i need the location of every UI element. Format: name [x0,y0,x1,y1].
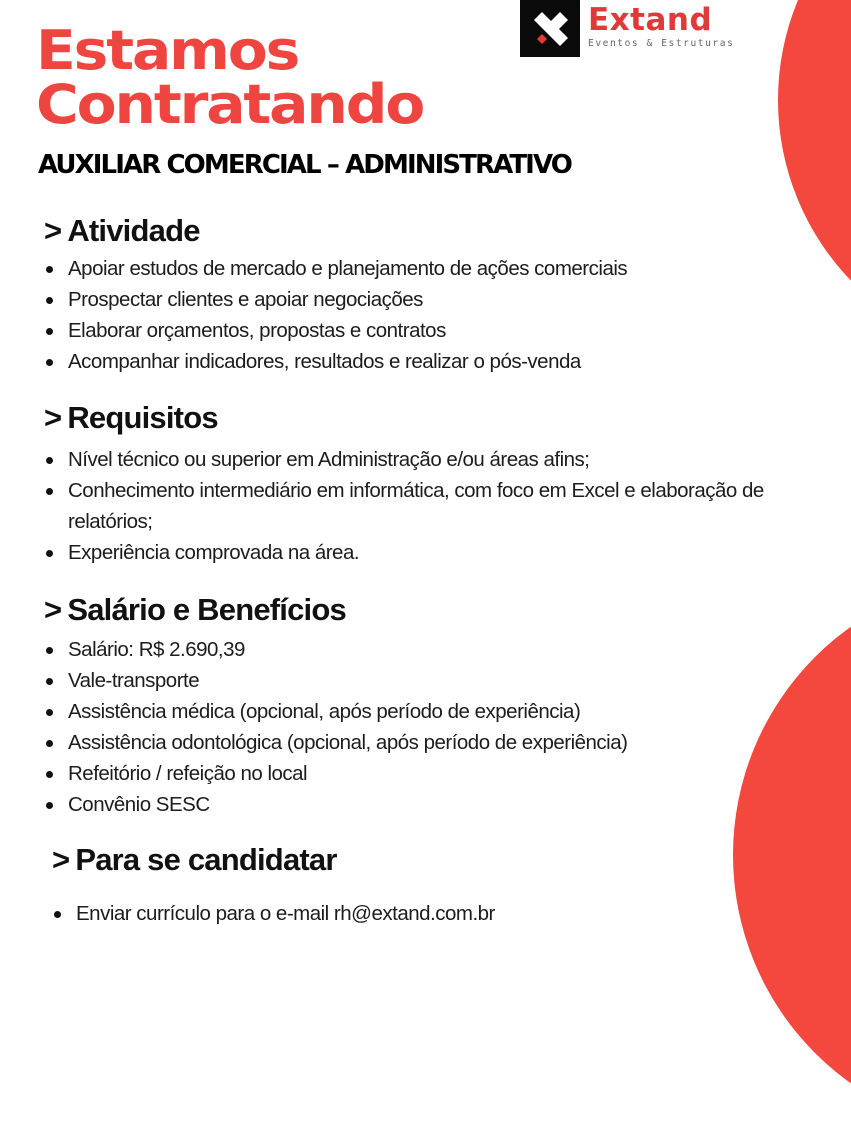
list-item: Nível técnico ou superior em Administração e/ou áreas afins; [44,444,828,475]
section-heading [44,592,627,628]
brand-name: Extand [588,2,713,38]
chevron-right-icon: > [52,842,70,877]
list-item: Conhecimento intermediário em informática, com foco em Excel e elaboração de relatórios; [44,475,828,537]
list-item: Assistência médica (opcional, após período de experiência) [44,696,627,727]
list-item: Assistência odontológica (opcional, após período de experiência) [44,727,627,758]
x-mark-logo-icon [520,0,580,57]
job-title: AUXILIAR COMERCIAL – ADMINISTRATIVO [38,150,571,180]
activity-list [44,253,627,377]
chevron-right-icon: > [44,213,62,248]
hero-headline [36,19,424,136]
list-item: Acompanhar indicadores, resultados e realizar o pós-venda [44,346,627,377]
list-item: Elaborar orçamentos, propostas e contratos [44,315,627,346]
apply-email-item: Enviar currículo para o e-mail rh@extand.com.br [52,898,495,929]
hero-line-1: Estamos [36,19,299,82]
list-item: Vale-transporte [44,665,627,696]
section-heading-label: Salário e Benefícios [67,592,346,627]
section-heading-label: Para se candidatar [75,842,337,877]
section-atividade [44,213,627,377]
list-item: Experiência comprovada na área. [44,537,828,568]
section-para-se-candidatar [52,842,495,929]
list-item: Convênio SESC [44,789,627,820]
benefits-list [44,634,627,820]
section-heading-label: Atividade [67,213,200,248]
list-item: Apoiar estudos de mercado e planejamento de ações comerciais [44,253,627,284]
section-salario-beneficios [44,592,627,820]
chevron-right-icon: > [44,592,62,627]
brand-tagline: Eventos & Estruturas [588,38,735,49]
list-item: Refeitório / refeição no local [44,758,627,789]
chevron-right-icon: > [44,400,62,435]
decorative-red-circle-top [778,0,851,360]
section-heading [44,400,828,436]
list-item: Salário: R$ 2.690,39 [44,634,627,665]
decorative-red-circle-bottom [733,575,851,1135]
apply-instructions-list [52,898,495,929]
requirements-list [44,444,828,568]
section-heading-label: Requisitos [67,400,218,435]
section-requisitos [44,400,828,568]
list-item: Prospectar clientes e apoiar negociações [44,284,627,315]
section-heading [52,842,495,878]
hero-line-2: Contratando [36,73,424,136]
section-heading [44,213,627,249]
company-logo [520,0,734,57]
